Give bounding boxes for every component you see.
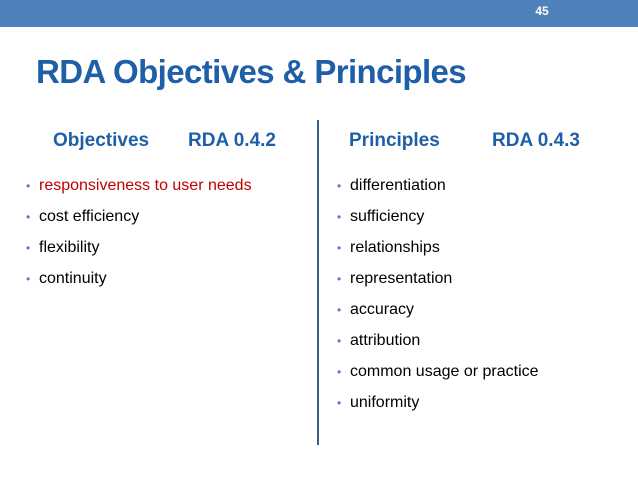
list-item-text: representation [350,270,453,287]
list-item-text: flexibility [39,239,100,256]
bullet-icon: • [26,179,31,193]
list-item-text: differentiation [350,177,446,194]
bullet-icon: • [26,210,31,224]
top-bar [0,0,638,27]
list-item [337,362,627,382]
column-divider [317,120,319,445]
slide-number: 45 [535,4,549,18]
list-item-text: relationships [350,239,440,256]
list-item-text: cost efficiency [39,208,140,225]
bullet-icon: • [337,396,342,410]
slide-title: RDA Objectives & Principles [36,53,467,90]
list-item [337,176,627,196]
principles-reference: RDA 0.4.3 [492,130,580,151]
list-item [337,207,627,227]
list-item-text: responsiveness to user needs [39,177,252,194]
objectives-list [26,176,286,300]
list-item-text: continuity [39,270,107,287]
list-item-text: common usage or practice [350,363,539,380]
bullet-icon: • [337,179,342,193]
bullet-icon: • [26,272,31,286]
bullet-icon: • [337,303,342,317]
list-item [337,393,627,413]
list-item-text: uniformity [350,394,420,411]
bullet-icon: • [26,241,31,255]
bullet-icon: • [337,272,342,286]
list-item [337,269,627,289]
list-item [26,176,286,196]
list-item-text: sufficiency [350,208,425,225]
bullet-icon: • [337,210,342,224]
principles-heading: Principles [349,130,440,151]
list-item [337,331,627,351]
bullet-icon: • [337,241,342,255]
list-item [26,238,286,258]
objectives-reference: RDA 0.4.2 [188,130,276,151]
principles-list [337,176,627,424]
list-item-text: accuracy [350,301,415,318]
objectives-heading: Objectives [53,130,150,151]
list-item [26,269,286,289]
list-item [26,207,286,227]
bullet-icon: • [337,334,342,348]
list-item-text: attribution [350,332,421,349]
list-item [337,300,627,320]
list-item [337,238,627,258]
bullet-icon: • [337,365,342,379]
